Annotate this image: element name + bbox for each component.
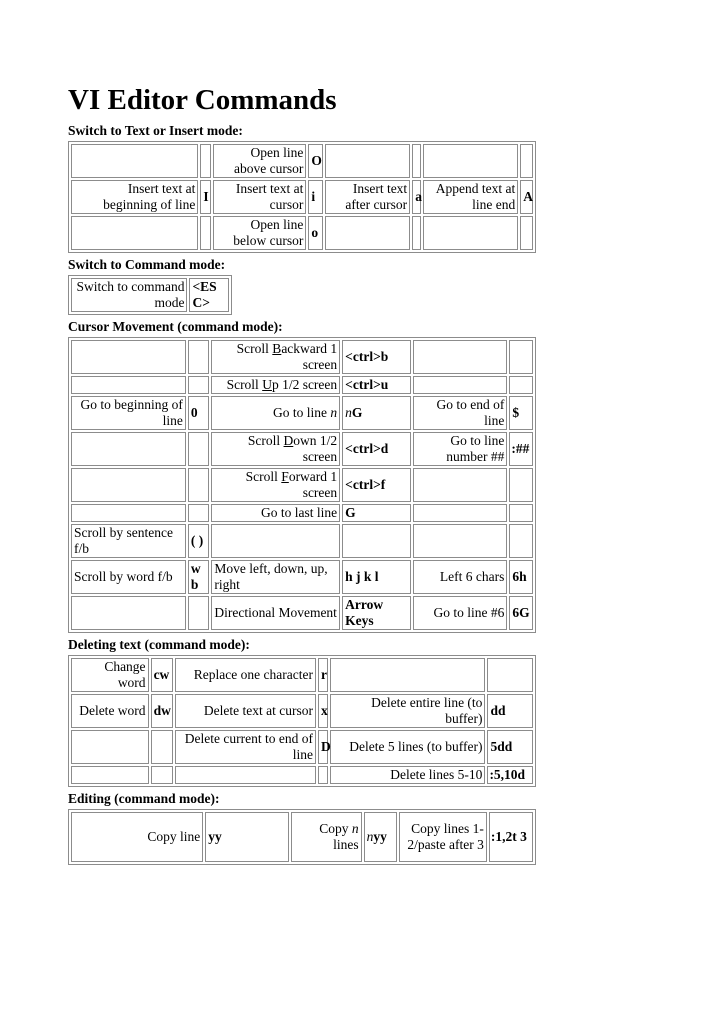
empty-cell <box>413 468 507 502</box>
command-description: Scroll Backward 1 screen <box>211 340 340 374</box>
command-description: Delete text at cursor <box>175 694 316 728</box>
command-key: :5,10d <box>487 766 533 784</box>
command-key: 6G <box>509 596 533 630</box>
empty-cell <box>71 216 198 250</box>
empty-cell <box>151 730 174 764</box>
empty-cell <box>188 596 209 630</box>
command-description: Scroll by sentence f/b <box>71 524 186 558</box>
command-description: Scroll Up 1/2 screen <box>211 376 340 394</box>
empty-cell <box>71 432 186 466</box>
command-description: Go to beginning of line <box>71 396 186 430</box>
command-key: o <box>308 216 323 250</box>
command-key: <ctrl>b <box>342 340 411 374</box>
section-heading-edit: Editing (command mode): <box>68 791 220 806</box>
empty-cell <box>71 376 186 394</box>
empty-cell <box>509 376 533 394</box>
command-description: Scroll Down 1/2 screen <box>211 432 340 466</box>
command-description: Scroll Forward 1 screen <box>211 468 340 502</box>
empty-cell <box>509 468 533 502</box>
command-description: Open line below cursor <box>213 216 306 250</box>
command-description: Copy lines 1-2/paste after 3 <box>399 812 487 862</box>
delete-table <box>68 655 536 787</box>
command-description: Go to last line <box>211 504 340 522</box>
command-key: $ <box>509 396 533 430</box>
empty-cell <box>412 144 420 178</box>
empty-cell <box>188 468 209 502</box>
command-description: Go to line n <box>211 396 340 430</box>
command-description: Move left, down, up, right <box>211 560 340 594</box>
empty-cell <box>71 596 186 630</box>
empty-cell <box>71 766 149 784</box>
command-key: dd <box>487 694 533 728</box>
section-heading-cursor: Cursor Movement (command mode): <box>68 319 283 334</box>
empty-cell <box>188 340 209 374</box>
empty-cell <box>509 340 533 374</box>
cursor-movement-table <box>68 337 536 633</box>
command-key: <ctrl>d <box>342 432 411 466</box>
command-description: Insert text at beginning of line <box>71 180 198 214</box>
command-key: G <box>342 504 411 522</box>
command-description: Append text at line end <box>423 180 519 214</box>
command-description: Go to end of line <box>413 396 507 430</box>
command-key: cw <box>151 658 174 692</box>
empty-cell <box>342 524 411 558</box>
command-key: nyy <box>364 812 397 862</box>
empty-cell <box>423 144 519 178</box>
empty-cell <box>71 340 186 374</box>
command-key: <ESC> <box>189 278 229 312</box>
document <box>68 84 538 868</box>
command-key: h j k l <box>342 560 411 594</box>
command-description: Insert text at cursor <box>213 180 306 214</box>
command-key: nG <box>342 396 411 430</box>
command-description: Insert text after cursor <box>325 180 410 214</box>
insert-mode-table <box>68 141 536 253</box>
empty-cell <box>520 216 533 250</box>
command-key: 6h <box>509 560 533 594</box>
section-heading-command: Switch to Command mode: <box>68 257 226 272</box>
command-key: x <box>318 694 328 728</box>
command-description: Go to line #6 <box>413 596 507 630</box>
command-description: Open line above cursor <box>213 144 306 178</box>
command-key: O <box>308 144 323 178</box>
command-description: Change word <box>71 658 149 692</box>
empty-cell <box>325 216 410 250</box>
command-mode-table <box>68 275 232 315</box>
empty-cell <box>330 658 485 692</box>
command-key: dw <box>151 694 174 728</box>
empty-cell <box>487 658 533 692</box>
empty-cell <box>200 216 211 250</box>
empty-cell <box>520 144 533 178</box>
command-description: Delete lines 5-10 <box>330 766 485 784</box>
command-description: Copy line <box>71 812 203 862</box>
empty-cell <box>71 144 198 178</box>
command-description: Delete entire line (to buffer) <box>330 694 485 728</box>
empty-cell <box>412 216 420 250</box>
empty-cell <box>71 504 186 522</box>
empty-cell <box>175 766 316 784</box>
section-heading-delete: Deleting text (command mode): <box>68 637 250 652</box>
section-heading-insert: Switch to Text or Insert mode: <box>68 123 243 138</box>
command-key: 5dd <box>487 730 533 764</box>
command-key: A <box>520 180 533 214</box>
empty-cell <box>413 524 507 558</box>
command-key: yy <box>205 812 289 862</box>
command-key: a <box>412 180 420 214</box>
empty-cell <box>413 504 507 522</box>
command-description: Scroll by word f/b <box>71 560 186 594</box>
empty-cell <box>188 504 209 522</box>
command-key: i <box>308 180 323 214</box>
empty-cell <box>423 216 519 250</box>
page-title: VI Editor Commands <box>68 84 337 116</box>
command-description: Delete 5 lines (to buffer) <box>330 730 485 764</box>
command-key: <ctrl>u <box>342 376 411 394</box>
command-description: Switch to command mode <box>71 278 187 312</box>
empty-cell <box>318 766 328 784</box>
empty-cell <box>509 524 533 558</box>
command-key: D <box>318 730 328 764</box>
command-key: Arrow Keys <box>342 596 411 630</box>
empty-cell <box>188 376 209 394</box>
command-key: :## <box>509 432 533 466</box>
command-description: Go to line number ## <box>413 432 507 466</box>
command-key: :1,2t 3 <box>489 812 533 862</box>
command-key: w b <box>188 560 209 594</box>
empty-cell <box>413 376 507 394</box>
editing-table <box>68 809 536 865</box>
empty-cell <box>188 432 209 466</box>
command-description: Copy n lines <box>291 812 362 862</box>
empty-cell <box>211 524 340 558</box>
empty-cell <box>325 144 410 178</box>
command-key: I <box>200 180 211 214</box>
empty-cell <box>71 730 149 764</box>
empty-cell <box>71 468 186 502</box>
command-description: Delete word <box>71 694 149 728</box>
empty-cell <box>151 766 174 784</box>
command-description: Directional Movement <box>211 596 340 630</box>
command-key: <ctrl>f <box>342 468 411 502</box>
command-key: 0 <box>188 396 209 430</box>
command-key: ( ) <box>188 524 209 558</box>
command-description: Left 6 chars <box>413 560 507 594</box>
empty-cell <box>200 144 211 178</box>
command-key: r <box>318 658 328 692</box>
command-description: Replace one character <box>175 658 316 692</box>
empty-cell <box>413 340 507 374</box>
command-description: Delete current to end of line <box>175 730 316 764</box>
empty-cell <box>509 504 533 522</box>
